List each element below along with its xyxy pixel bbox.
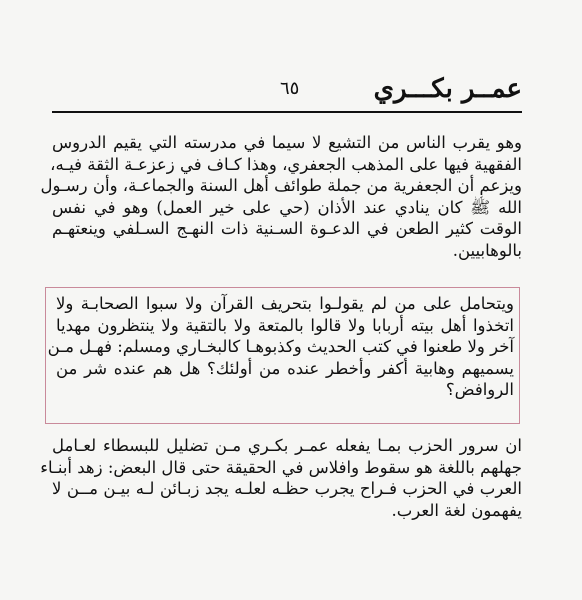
- paragraph-3: [40, 435, 522, 521]
- paragraph-3-line: يفهمون لغة العرب.: [391, 500, 522, 520]
- paragraph-1-line: الوقت كثير الطعن في الدعـوة السـنية ذات النهـج السـلفي وينعتهـم: [52, 219, 522, 238]
- paragraph-2-line: اتخذوا أهل بيته أربابا ولا قالوا بالمتعة ولا بالتقية ولا ينتظرون مهديا: [56, 315, 514, 335]
- page-header: [52, 74, 522, 106]
- paragraph-1: [40, 132, 522, 261]
- paragraph-1-line: الفقهية فيها على المذهب الجعفري، وهذا كـاف في زعزعـة الثقة فيـه،: [50, 154, 522, 174]
- header-rule: [52, 111, 522, 113]
- paragraph-2-line: الروافض؟: [445, 380, 514, 399]
- paragraph-1-line: بالوهابيين.: [452, 240, 522, 260]
- paragraph-1-line: ويزعم أن الجعفرية من جملة طوائف أهل السنة والجماعـة، وأن رسـول: [40, 176, 522, 195]
- paragraph-2-line: يسميهم وهابية أكفر وأخطر عنده من أولئك؟ هل هم عنده شر من: [56, 358, 514, 378]
- paragraph-1-line: الله ﷺ كان ينادي عند الأذان (حي على خير العمل) وهو في نفس: [52, 197, 522, 217]
- paragraph-2-line: آخر ولا طعنوا في كتب الحديث وكذبوهـا كالبخـاري ومسلم: فهـل مـن: [47, 337, 514, 356]
- paragraph-2-line: ويتحامل على من لم يقولـوا بتحريف القرآن ولا سبوا الصحابـة ولا: [56, 294, 514, 313]
- paragraph-1-line: وهو يقرب الناس من التشيع لا سيما في مدرسته التي يقيم الدروس: [52, 133, 522, 152]
- page-number: ٦٥: [280, 78, 300, 99]
- paragraph-3-line: جهلهم باللغة هو سقوط وافلاس في الحقيقة حتى قال البعض: زهد أبنـاء: [40, 457, 522, 477]
- paragraph-3-line: ان سرور الحزب بمـا يفعله عمـر بكـري مـن تضليل للبسطاء لعـامل: [52, 436, 522, 455]
- paragraph-2-highlighted: [47, 293, 514, 401]
- running-title: عمــر بكـــري: [373, 74, 522, 104]
- paragraph-3-line: العرب في الحزب فـراح يجرب حظـه لعلـه يجد زبـائن لـه بيـن مــن لا: [52, 479, 522, 498]
